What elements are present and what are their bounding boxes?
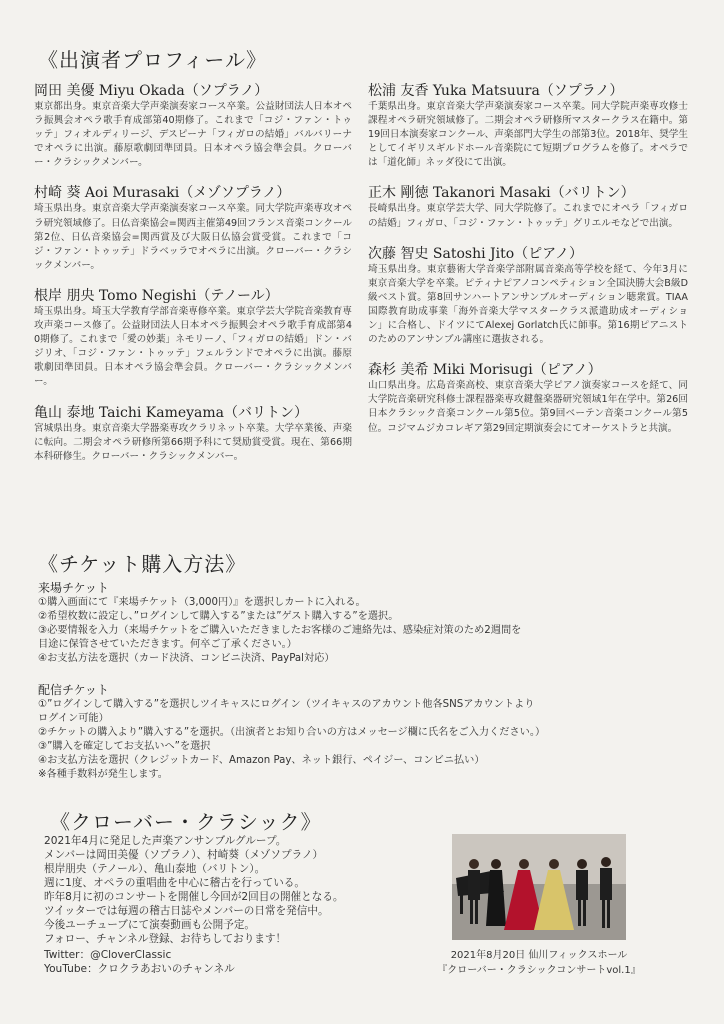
profile-name: 岡田 美優 Miyu Okada（ソプラノ）: [34, 83, 269, 99]
clover-line: 根岸朋央（テノール）、亀山泰地（バリトン）。: [44, 863, 266, 875]
clover-line: 今後ユーチューブにて演奏動画も公開予定。: [44, 919, 256, 931]
stream-step-line: ①”ログインして購入する”を選択しツイキャスにログイン（ツイキャスのアカウント他各SNSアカウントより: [38, 699, 535, 710]
venue-step-line: ④お支払方法を選択（カード決済、コンビニ決済、PayPal対応）: [38, 653, 335, 664]
concert-photo: [452, 834, 626, 940]
profile-negishi: [34, 287, 352, 390]
profile-name: 次藤 智史 Satoshi Jito（ピアノ）: [368, 245, 584, 262]
profile-section-title: 《出演者プロフィール》: [38, 48, 267, 72]
profile-bio: 埼玉県出身。東京音楽大学声楽演奏家コース卒業。同大学院声楽専攻オペラ研究領域修了。日仏音楽協会=関西主催第49回フランス音楽コンクール 第2位、日仏音楽協会=関西賞及び大阪日仏協会賞受賞。これまで「コジ・ファン・トゥッテ」ドラベッラでオペラに出演。クローバー・クラシックメンバー。: [34, 203, 352, 271]
stream-ticket-heading: 配信チケット: [38, 683, 109, 697]
concert-photo-illustration: [452, 834, 626, 940]
profile-bio: 山口県出身。広島音楽高校、東京音楽大学ピアノ演奏家コースを経て、同大学院音楽研究科修士課程器楽専攻鍵盤楽器研究領域1年在学中。第26回日本クラシック音楽コンクール第5位。第9回ベーテン音楽コンクール第5位。コジマムジカコレギア第29回定期演奏会にてオーケストラと共演。: [368, 380, 688, 434]
profiles-left-column: [34, 82, 352, 478]
venue-ticket-block: [38, 580, 698, 666]
profile-name: 森杉 美希 Miki Morisugi（ピアノ）: [368, 362, 602, 379]
profiles-right-column: [368, 82, 688, 450]
clover-line: 昨年8月に初のコンサートを開催し今回が2回目の開催となる。: [44, 891, 344, 903]
stream-step-line: ログイン可能）: [38, 713, 109, 724]
venue-step-line: 目途に保管させていただきます。何卒ご了承ください。）: [38, 639, 297, 650]
clover-description: [44, 834, 424, 976]
ticket-section-title: 《チケット購入方法》: [38, 552, 247, 576]
profile-okada: [34, 82, 352, 170]
twitter-handle[interactable]: Twitter：@CloverClassic: [44, 949, 172, 961]
clover-line: 週に1度、オペラの重唱曲を中心に稽古を行っている。: [44, 877, 305, 889]
clover-line: メンバーは岡田美優（ソプラノ）、村崎葵（メゾソプラノ）: [44, 849, 324, 861]
profile-murasaki: [34, 184, 352, 272]
profile-bio: 埼玉県出身。東京藝術大学音楽学部附属音楽高等学校を経て、今年3月に東京音楽大学を卒業。ピティナピアノコンペティション全国決勝大会B級D級ベスト賞。第8回サンハートアンサンブルオーディション聴衆賞。TIAA国際教育助成事業「海外音楽大学マスタークラス派遣助成オーディション」に合格し、ドイツにてAlexej Gorlatch氏に師事。第16期ピアニストのためのアンサンブル講座に選抜される。: [368, 263, 688, 346]
profile-bio: 長崎県出身。東京学芸大学、同大学院修了。これまでにオペラ「フィガロの結婚」フィガロ、「コジ・ファン・トゥッテ」グリエルモなどで出演。: [368, 203, 688, 229]
stream-step-line: ②チケットの購入より”購入する”を選択。（出演者とお知り合いの方はメッセージ欄に氏名をご入力ください。）: [38, 727, 546, 738]
profile-bio: 埼玉県出身。埼玉大学教育学部音楽専修卒業。東京学芸大学院音楽教育専攻声楽コース修了。公益財団法人日本オペラ振興会オペラ歌手育成部第40期修了。これまで「愛の妙薬」ネモリーノ、「フィガロの結婚」ドン・バジリオ、「コジ・ファン・トゥッテ」フェルランドでオペラに出演。藤原歌劇団準団員。日本オペラ協会準会員。クローバー・クラシックメンバー。: [34, 305, 352, 388]
clover-line: フォロー、チャンネル登録、お待ちしております！: [44, 933, 287, 945]
venue-ticket-heading: 来場チケット: [38, 581, 109, 595]
profile-name: 松浦 友香 Yuka Matsuura（ソプラノ）: [368, 83, 624, 99]
stream-step-line: ④お支払方法を選択（クレジットカード、Amazon Pay、ネット銀行、ペイジー、コンビニ払い）: [38, 755, 485, 766]
profile-name: 村崎 葵 Aoi Murasaki（メゾソプラノ）: [34, 185, 291, 202]
profile-matsuura: [368, 82, 688, 170]
profile-kameyama: [34, 404, 352, 464]
profile-bio: 東京都出身。東京音楽大学声楽演奏家コース卒業。公益財団法人日本オペラ振興会オペラ歌手育成部第40期修了。これまで「コジ・ファン・トゥッテ」フィオルディリージ、デスピーナ「フィガロの結婚」バルバリーナでオペラに出演。藤原歌劇団準団員。日本オペラ協会準会員。クローバー・クラシックメンバー。: [34, 101, 352, 169]
venue-step-line: ①購入画面にて『来場チケット（3,000円）』を選択しカートに入れる。: [38, 597, 366, 608]
profile-bio: 宮城県出身。東京音楽大学器楽専攻クラリネット卒業。大学卒業後、声楽に転向。二期会オペラ研修所第66期予科にて奨励賞受賞。現在、第66期本科研修生。クローバー・クラシックメンバー。: [34, 422, 352, 462]
stream-step-line: ③”購入を確定してお支払いへ”を選択: [38, 741, 211, 752]
clover-line: 2021年4月に発足した声楽アンサンブルグループ。: [44, 835, 287, 847]
venue-step-line: ②希望枚数に設定し、”ログインして購入する”または”ゲスト購入する”を選択。: [38, 611, 399, 622]
profile-masaki: [368, 184, 688, 230]
clover-line: ツイッターでは毎週の稽古日誌やメンバーの日常を発信中。: [44, 905, 329, 917]
profile-name: 正木 剛徳 Takanori Masaki（バリトン）: [368, 185, 635, 202]
profile-name: 根岸 朋央 Tomo Negishi（テノール）: [34, 287, 279, 304]
clover-section-title: 《クローバー・クラシック》: [50, 810, 322, 834]
profile-jito: [368, 245, 688, 348]
photo-caption: [430, 948, 648, 978]
youtube-channel[interactable]: YouTube：クロクラあおいのチャンネル: [44, 963, 235, 975]
stream-ticket-block: [38, 682, 710, 782]
venue-step-line: ③必要情報を入力（来場チケットをご購入いただきましたお客様のご連絡先は、感染症対策のため2週間を: [38, 625, 522, 636]
fee-note: ※各種手数料が発生します。: [38, 769, 168, 780]
photo-caption-date-venue: 2021年8月20日 仙川フィックスホール: [450, 950, 628, 961]
venue-ticket-steps: [38, 596, 698, 666]
stream-ticket-steps: [38, 698, 710, 782]
profile-morisugi: [368, 361, 688, 435]
profile-name: 亀山 泰地 Taichi Kameyama（バリトン）: [34, 404, 309, 421]
profile-bio: 千葉県出身。東京音楽大学声楽演奏家コース卒業。同大学院声楽専攻修士課程オペラ研究領域修了。二期会オペラ研修所マスタークラス在籍中。第19回日本演奏家コンクール、声楽部門大学生の部第3位。2018年、奨学生としてイギリスギルドホール音楽院にて短期プログラムを修了。オペラでは「道化師」ネッダ役にて出演。: [368, 101, 688, 169]
photo-caption-concert-name: 『クローバー・クラシックコンサートvol.1』: [437, 965, 641, 976]
